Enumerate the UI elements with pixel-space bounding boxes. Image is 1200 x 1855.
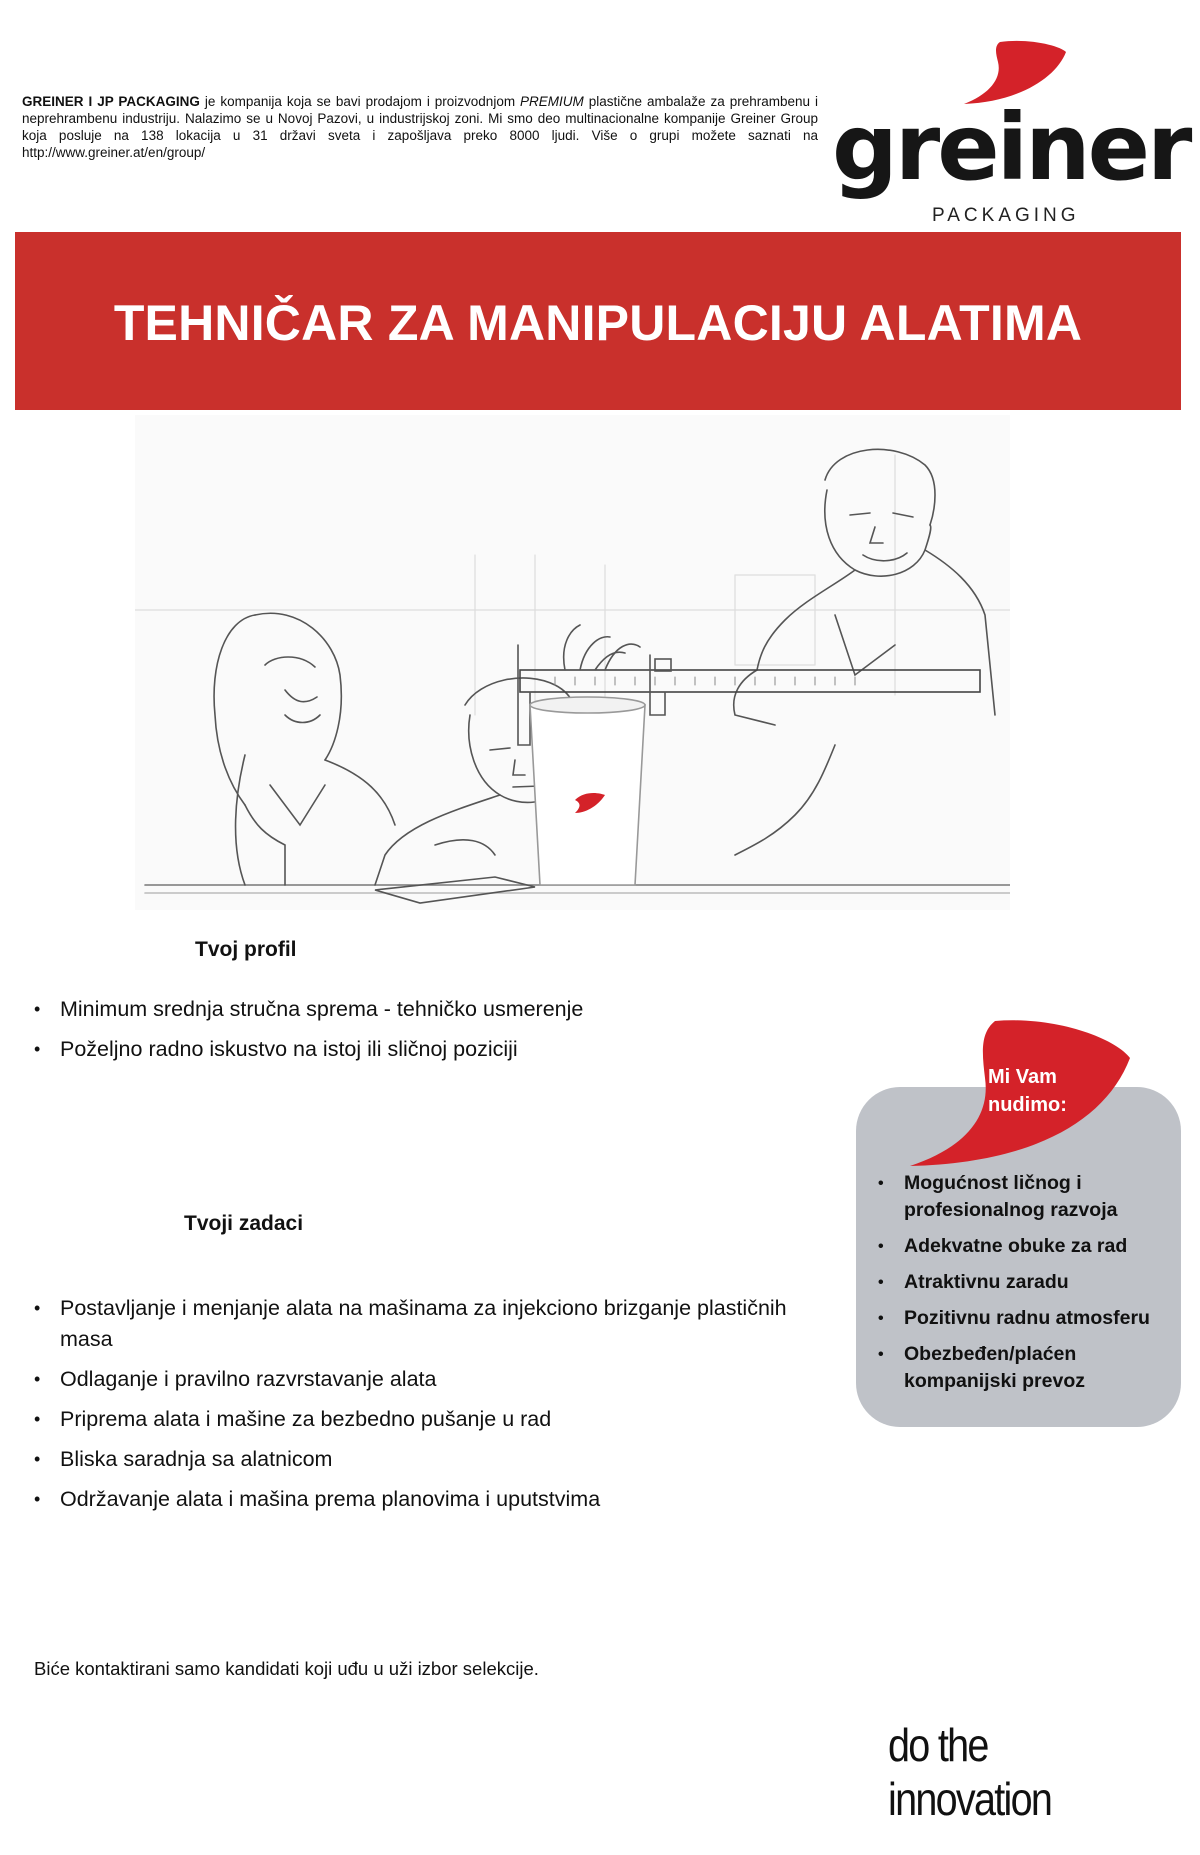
selection-note: Biće kontaktirani samo kandidati koji uđu u uži izbor selekcije. — [34, 1658, 539, 1679]
offer-list — [874, 1170, 1174, 1404]
job-title: TEHNIČAR ZA MANIPULACIJU ALATIMA — [113, 295, 1083, 351]
list-item: • Obezbeđen/plaćen kompanijski prevoz — [874, 1341, 1174, 1395]
tasks-heading: Tvoji zadaci — [184, 1212, 304, 1235]
tasks-list — [30, 1293, 800, 1524]
offer-title: Mi Vam nudimo: — [988, 1066, 1067, 1116]
profile-heading: Tvoj profil — [195, 938, 297, 961]
slogan: do the innovation — [888, 1719, 1052, 1825]
list-item: • Postavljanje i menjanje alata na mašinama za injekciono brizganje plastičnih masa — [30, 1293, 800, 1355]
list-item: • Adekvatne obuke za rad — [874, 1233, 1174, 1260]
list-item: • Poželjno radno iskustvo na istoj ili sličnoj poziciji — [30, 1034, 790, 1065]
list-item: • Održavanje alata i mašina prema planovima i uputstvima — [30, 1484, 800, 1515]
title-banner — [15, 232, 1181, 410]
intro-premium: PREMIUM — [520, 94, 584, 109]
intro-text-1: je kompanija koja se bavi prodajom i proizvodnjom — [199, 94, 521, 109]
company-name: GREINER I JP PACKAGING — [22, 94, 200, 109]
list-item: • Minimum srednja stručna sprema - tehničko usmerenje — [30, 994, 790, 1025]
list-item: • Atraktivnu zaradu — [874, 1269, 1174, 1296]
team-measuring-illustration — [135, 415, 1010, 910]
profile-list — [30, 994, 790, 1074]
list-item: • Odlaganje i pravilno razvrstavanje alata — [30, 1364, 800, 1395]
logo-subtitle: PACKAGING — [932, 205, 1080, 226]
list-item: • Pozitivnu radnu atmosferu — [874, 1305, 1174, 1332]
greiner-logo — [832, 40, 1190, 230]
list-item: • Bliska saradnja sa alatnicom — [30, 1444, 800, 1475]
list-item: • Mogućnost ličnog i profesionalnog razvoja — [874, 1170, 1174, 1224]
list-item: • Priprema alata i mašine za bezbedno pušanje u rad — [30, 1404, 800, 1435]
company-intro — [22, 93, 818, 161]
intro-text-2: plastične ambalaže za prehrambenu i neprehrambenu industriju. Nalazimo se u Novoj Pazovi, u industrijskoj zoni. Mi smo deo multinacionalne kompanije Greiner Group koja posluje na 138 lokacija u 31 državi sveta i zapošljava preko 8000 ljudi. Više o grupi možete saznati na http://www.greiner.at/en/group/ — [22, 94, 819, 160]
logo-wordmark: greiner — [832, 94, 1190, 201]
